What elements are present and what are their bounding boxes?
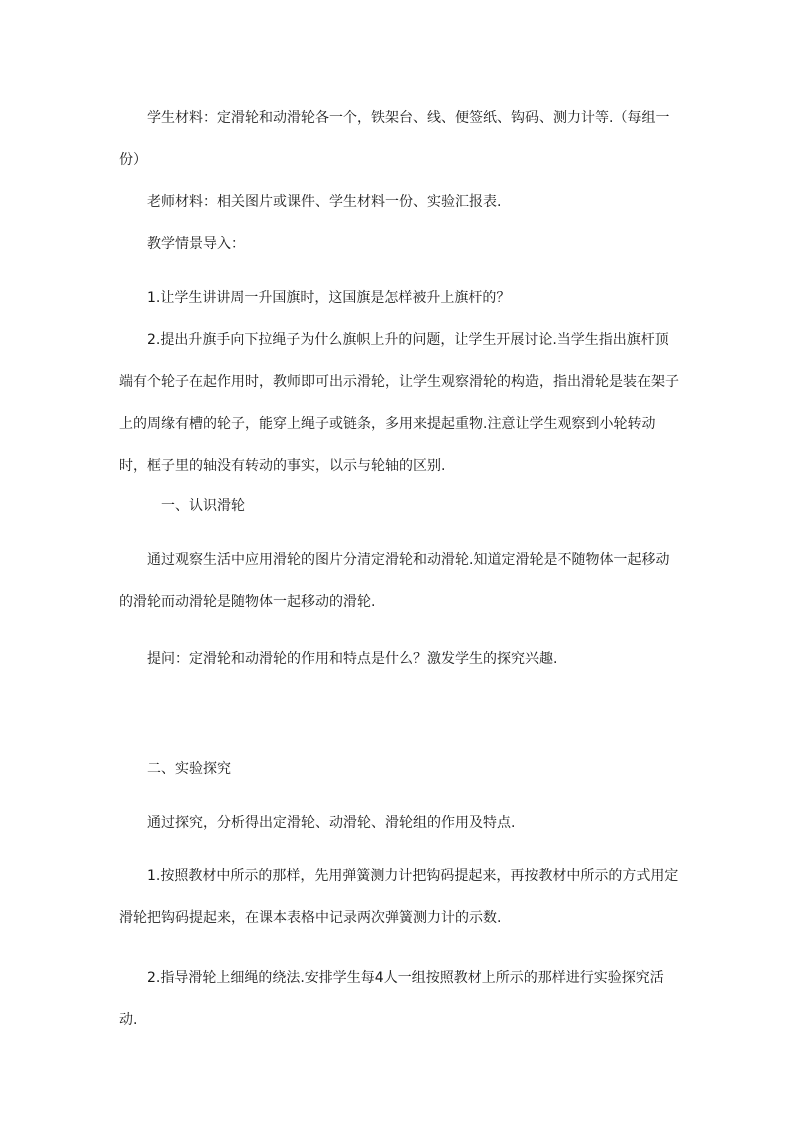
paragraph-experiment-step-2: 2.指导滑轮上细绳的绕法.安排学生每4人一组按照教材上所示的那样进行实验探究活动.: [119, 970, 664, 1028]
paragraph-student-materials: 学生材料：定滑轮和动滑轮各一个，铁架台、线、便签纸、钩码、测力计等.（每组一份）: [119, 110, 670, 168]
paragraph-question: 提问：定滑轮和动滑轮的作用和特点是什么？激发学生的探究兴趣.: [147, 651, 558, 667]
paragraph-pulley-observation: 通过观察生活中应用滑轮的图片分清定滑轮和动滑轮.知道定滑轮是不随物体一起移动的滑轮而动滑轮是随物体一起移动的滑轮.: [119, 552, 670, 610]
paragraph-experiment-step-1: 1.按照教材中所示的那样，先用弹簧测力计把钩码提起来，再按教材中所示的方式用定滑轮把钩码提起来，在课本表格中记录两次弹簧测力计的示数.: [119, 868, 679, 926]
paragraph-intro-item-1: 1.让学生讲讲周一升国旗时，这国旗是怎样被升上旗杆的？: [147, 290, 511, 306]
section-heading-experiment: 二、实验探究: [147, 761, 231, 777]
paragraph-teacher-materials: 老师材料：相关图片或课件、学生材料一份、实验汇报表.: [147, 194, 502, 210]
paragraph-intro-item-2: 2.提出升旗手向下拉绳子为什么旗帜上升的问题，让学生开展讨论.当学生指出旗杆顶端有个轮子在起作用时，教师即可出示滑轮，让学生观察滑轮的构造，指出滑轮是装在架子上的周缘有槽的轮子，能穿上绳子或链条，多用来提起重物.注意让学生观察到小轮转动时，框子里的轴没有转动的事实，以示与轮轴的区别.: [119, 332, 679, 474]
paragraph-experiment-intro: 通过探究，分析得出定滑轮、动滑轮、滑轮组的作用及特点.: [147, 815, 516, 831]
paragraph-teaching-intro: 教学情景导入：: [147, 236, 245, 252]
section-heading-recognize-pulley: 一、认识滑轮: [161, 498, 245, 514]
